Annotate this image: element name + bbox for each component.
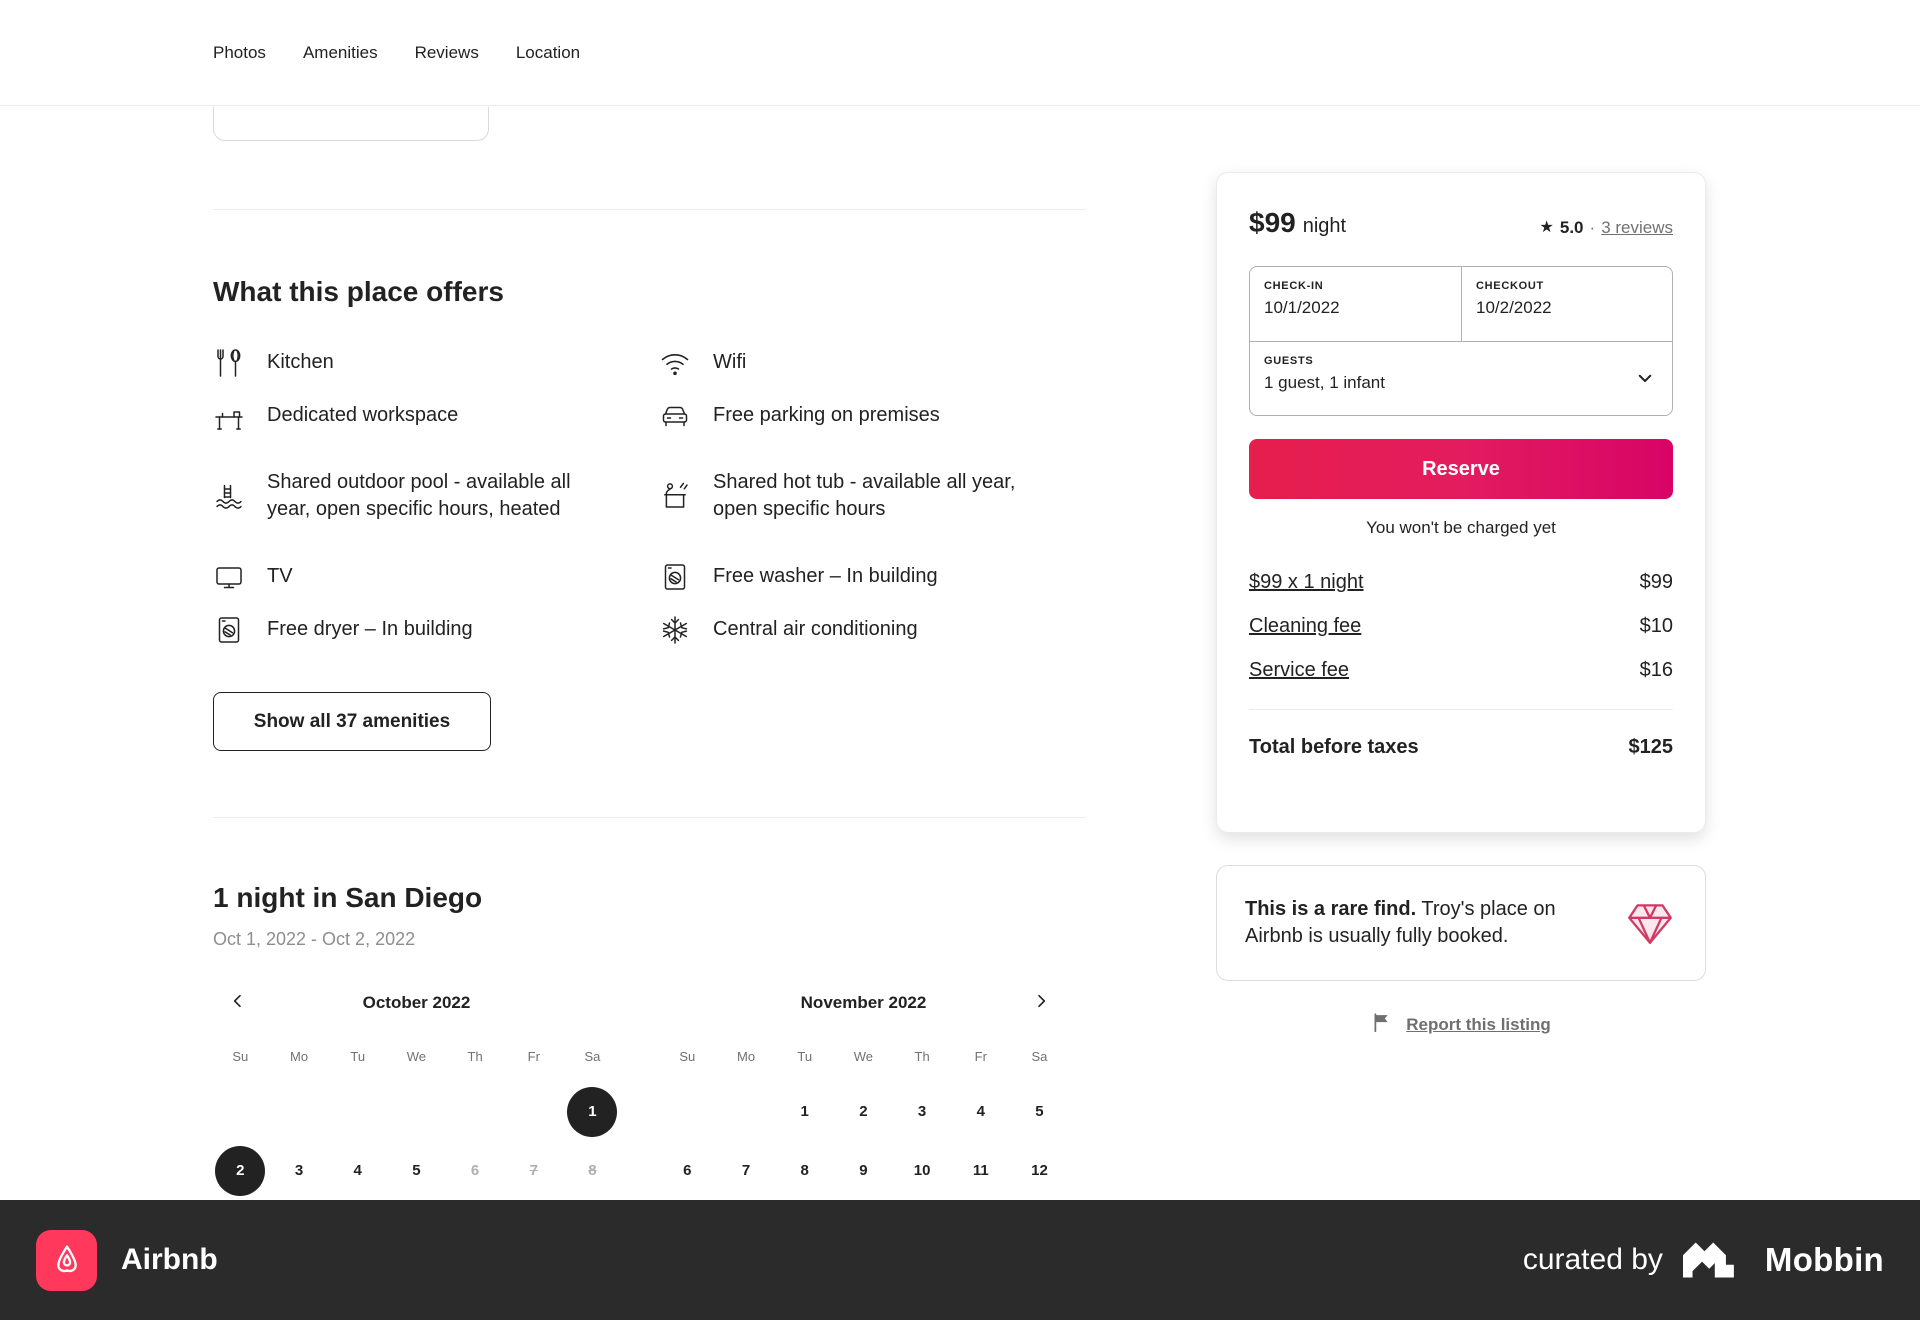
fee-row [1249,571,1673,594]
amenity-item [213,442,659,550]
nav-tab-location[interactable]: Location [515,42,581,62]
report-listing[interactable] [1216,1012,1706,1038]
weekday-label: Mo [290,1049,309,1064]
checkout-label: CHECKOUT [1476,280,1544,292]
footer-brand: Airbnb [121,1243,218,1276]
weekday-label: Fr [527,1049,540,1064]
calendar-day-blank [446,1082,505,1141]
workspace-icon [213,400,245,432]
rare-find-rest: Troy's place on Airbnb is usually fully booked. [1245,898,1556,947]
calendar-day[interactable]: 1 [563,1082,622,1141]
calendar-day-blank [658,1082,717,1141]
calendar-day[interactable]: 3 [294,1162,304,1179]
wifi-icon [659,347,691,379]
calendar-day[interactable]: 5 [412,1162,421,1179]
fee-label-link[interactable]: $99 x 1 night [1249,571,1364,593]
amenity-label: Free washer – In building [713,565,938,587]
section-divider [213,817,1085,818]
fee-amount: $99 [1639,571,1673,593]
checkin-field[interactable] [1250,267,1461,341]
nightly-price: $99 [1249,207,1296,238]
weekday-label: Su [679,1049,696,1064]
calendar-day[interactable]: 2 [211,1141,270,1200]
amenity-label: Kitchen [267,351,334,373]
gem-icon [1623,896,1677,950]
fee-row [1249,615,1673,638]
calendar-day: 8 [588,1162,597,1179]
days-grid [658,1082,1069,1200]
calendar-day-blank [211,1082,270,1141]
calendar-day[interactable]: 2 [859,1103,868,1120]
calendar-day-blank [328,1082,387,1141]
checkin-label: CHECK-IN [1264,280,1324,292]
weekday-label: We [853,1049,874,1064]
curated-by-label: curated by [1522,1243,1663,1276]
weekday-label: Mo [737,1049,756,1064]
hottub-icon [659,480,691,512]
price-unit: night [1302,215,1347,237]
rating-value: 5.0 [1559,218,1584,237]
reserve-button[interactable]: Reserve [1249,439,1673,499]
parking-icon [659,400,691,432]
weekday-label: We [406,1049,427,1064]
checkout-value: 10/2/2022 [1476,298,1552,317]
amenity-label: Wifi [713,351,747,373]
price-row [1249,207,1673,239]
rare-find-text [1245,896,1599,950]
booking-card [1216,172,1706,833]
weekday-label: Tu [350,1049,366,1064]
weekday-label: Th [467,1049,483,1064]
fee-label-link[interactable]: Cleaning fee [1249,615,1362,637]
flag-icon [1371,1012,1392,1038]
calendar-day[interactable]: 5 [1035,1103,1044,1120]
calendar-month [658,975,1069,1200]
calendar-day[interactable]: 11 [972,1162,989,1179]
mobbin-logo-icon [1683,1242,1745,1278]
total-amount: $125 [1628,736,1673,758]
stay-date-range: Oct 1, 2022 - Oct 2, 2022 [213,929,416,949]
calendar-day-blank [387,1082,446,1141]
airbnb-logo-icon [36,1230,97,1291]
rating-separator: · [1589,218,1596,237]
amenities-title: What this place offers [213,276,504,307]
total-label: Total before taxes [1249,736,1419,758]
guests-field[interactable] [1250,341,1672,415]
guests-label: GUESTS [1264,355,1314,367]
calendar-day-blank [504,1082,563,1141]
weekday-label: Su [232,1049,249,1064]
cropped-button[interactable] [213,107,489,141]
card-divider [1249,709,1673,710]
checkout-field[interactable] [1461,267,1672,341]
amenity-item [659,336,1085,389]
cropped-button-window [213,107,493,143]
tv-icon [213,561,245,593]
calendar-day-blank [717,1082,776,1141]
calendar-month-title: November 2022 [800,993,927,1012]
footer-partner: Mobbin [1764,1241,1884,1278]
dryer-icon [213,614,245,646]
amenity-label: TV [267,565,293,587]
no-charge-note: You won't be charged yet [1366,518,1556,537]
calendar-day[interactable]: 12 [1031,1162,1048,1179]
amenity-label: Free parking on premises [713,404,940,426]
amenity-label: Central air conditioning [713,618,918,640]
fee-breakdown [1249,571,1673,682]
weekday-label: Tu [797,1049,813,1064]
weekday-label: Fr [974,1049,987,1064]
calendar-day[interactable]: 4 [353,1162,362,1179]
section-divider [213,209,1085,210]
total-row [1249,736,1673,759]
stay-heading: 1 night in San Diego [213,882,483,913]
star-icon: ★ [1539,219,1554,236]
weekday-row [658,1031,1069,1082]
footer [0,1200,1920,1320]
fee-amount: $10 [1639,615,1673,637]
amenities-grid [213,336,1085,656]
nav-tab-photos[interactable]: Photos [213,42,266,62]
amenity-item [659,603,1085,656]
calendar-day-blank [270,1082,329,1141]
fee-amount: $16 [1639,659,1673,681]
section-nav [0,0,1920,106]
rare-find-bold: This is a rare find. [1245,898,1417,920]
amenity-label: Shared hot tub - available all year, open specific hours [713,471,1016,520]
kitchen-icon [213,347,245,379]
calendar-day[interactable]: 8 [800,1162,809,1179]
calendar-day[interactable]: 4 [976,1103,985,1120]
amenity-label: Dedicated workspace [267,404,459,426]
calendar-day[interactable]: 1 [800,1103,809,1120]
amenity-item [659,550,1085,603]
guests-value: 1 guest, 1 infant [1264,373,1385,392]
amenity-label: Free dryer – In building [267,618,473,640]
availability-calendar [211,975,1281,1200]
washer-icon [659,561,691,593]
amenity-item [659,442,1085,550]
nav-tab-amenities[interactable]: Amenities [302,42,378,62]
weekday-label: Sa [1031,1049,1048,1064]
show-all-amenities-button[interactable]: Show all 37 amenities [213,692,491,751]
report-listing-link[interactable]: Report this listing [1406,1015,1551,1034]
calendar-day[interactable]: 9 [859,1162,868,1179]
reviews-link[interactable]: 3 reviews [1601,218,1673,237]
fee-row [1249,659,1673,682]
checkin-value: 10/1/2022 [1264,298,1340,317]
amenity-label: Shared outdoor pool - available all year, open specific hours, heated [267,471,571,520]
calendar-day: 7 [529,1162,538,1179]
rare-find-card [1216,865,1706,981]
weekday-label: Sa [584,1049,601,1064]
days-grid [211,1082,622,1200]
calendar-day: 6 [470,1162,480,1179]
fee-label-link[interactable]: Service fee [1249,659,1350,681]
calendar-day[interactable]: 7 [741,1162,751,1179]
calendar-month-title: October 2022 [362,993,471,1012]
calendar-month [211,975,622,1200]
calendar-day[interactable]: 10 [913,1162,931,1179]
date-picker-box [1249,266,1673,416]
weekday-row [211,1031,622,1082]
amenity-item [213,550,659,603]
weekday-label: Th [914,1049,930,1064]
nav-tab-reviews[interactable]: Reviews [414,42,479,62]
amenity-item [659,389,1085,442]
amenity-item [213,336,659,389]
calendar-day[interactable]: 6 [683,1162,692,1179]
chevron-down-icon [1636,369,1654,392]
ac-icon [659,614,691,646]
amenity-item [213,603,659,656]
calendar-day[interactable]: 3 [917,1103,927,1120]
pool-icon [213,480,245,512]
amenity-item [213,389,659,442]
